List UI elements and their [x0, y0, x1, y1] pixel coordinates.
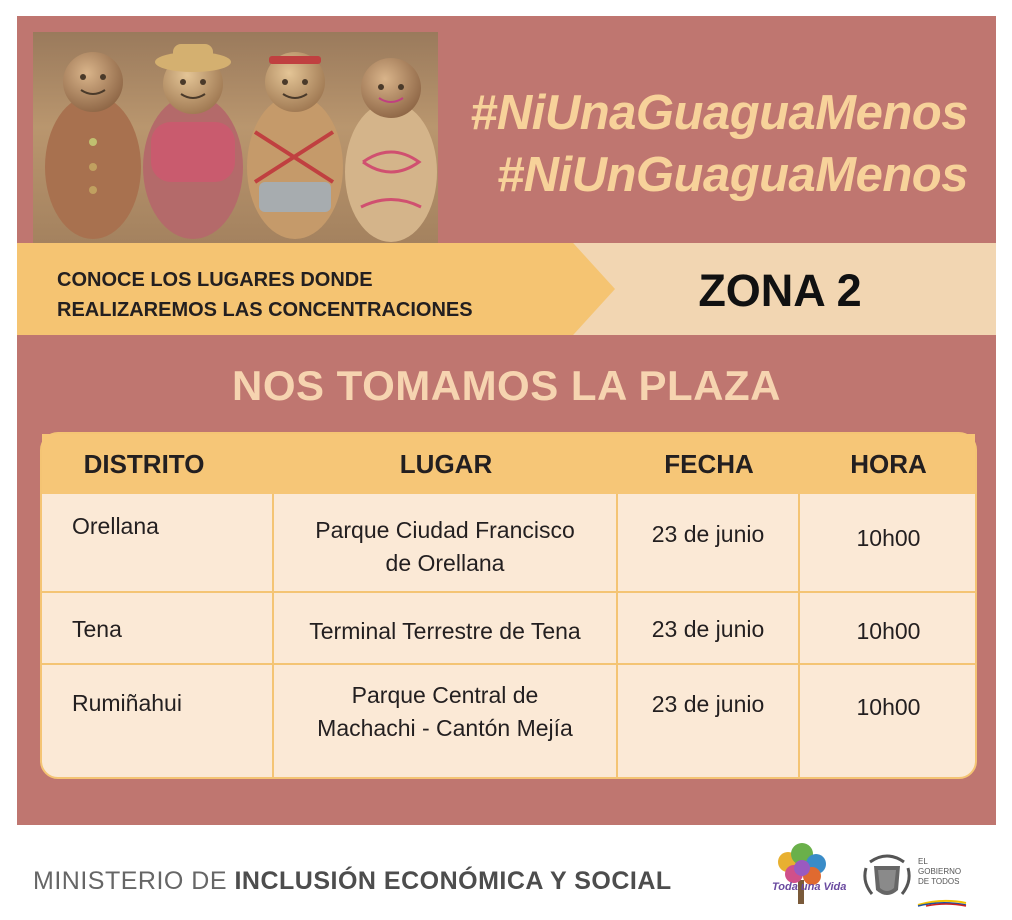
row3-distrito: Rumiñahui [72, 690, 182, 716]
toda-una-vida-text: Toda una Vida [772, 881, 847, 893]
headline: NOS TOMAMOS LA PLAZA [232, 362, 781, 409]
row-divider [42, 663, 975, 665]
schedule-table [40, 432, 977, 779]
row2-fecha: 23 de junio [651, 616, 765, 642]
tree-logo-icon [770, 842, 847, 908]
gobierno-de-todos-text [918, 857, 961, 887]
row3-lugar [274, 679, 616, 745]
row1-lugar-line1: Parque Ciudad Francisco [315, 517, 575, 543]
zone-label: ZONA 2 [698, 265, 862, 316]
header-fecha: FECHA [664, 449, 754, 479]
hashtag-ni-un-guagua-menos: #NiUnGuaguaMenos [496, 148, 968, 202]
row1-lugar [274, 514, 616, 580]
hashtags [470, 82, 968, 206]
row1-hora: 10h00 [856, 525, 921, 551]
gob-line3: DE TODOS [918, 877, 960, 886]
ministry-prefix: MINISTERIO DE [33, 867, 235, 895]
row2-distrito: Tena [72, 616, 122, 642]
row3-fecha: 23 de junio [651, 691, 765, 717]
row1-fecha: 23 de junio [651, 521, 765, 547]
arrow-text-line1: CONOCE LOS LUGARES DONDE [57, 269, 373, 291]
ministry-name [33, 866, 672, 896]
hashtag-ni-una-guagua-menos: #NiUnaGuaguaMenos [470, 86, 968, 140]
row3-lugar-line2: Machachi - Cantón Mejía [317, 715, 573, 741]
gob-line2: GOBIERNO [918, 867, 962, 876]
row-divider [42, 591, 975, 593]
row1-distrito: Orellana [72, 513, 159, 539]
ecuador-coat-of-arms-icon [860, 848, 914, 904]
guagua-bread-dolls-photo [33, 32, 438, 243]
row1-lugar-line2: de Orellana [385, 550, 505, 576]
row2-lugar: Terminal Terrestre de Tena [309, 618, 581, 644]
arrow-text [57, 265, 577, 325]
flag-stripe-icon [918, 893, 966, 899]
header-distrito: DISTRITO [83, 449, 205, 479]
arrow-text-line2: REALIZAREMOS LAS CONCENTRACIONES [57, 299, 473, 321]
row2-hora: 10h00 [856, 618, 921, 644]
ministry-title: INCLUSIÓN ECONÓMICA Y SOCIAL [234, 867, 672, 895]
header-lugar: LUGAR [399, 449, 493, 479]
header-hora: HORA [850, 449, 927, 479]
gob-line1: EL [918, 857, 928, 866]
row3-lugar-line1: Parque Central de [351, 682, 539, 708]
row3-hora: 10h00 [856, 694, 921, 720]
